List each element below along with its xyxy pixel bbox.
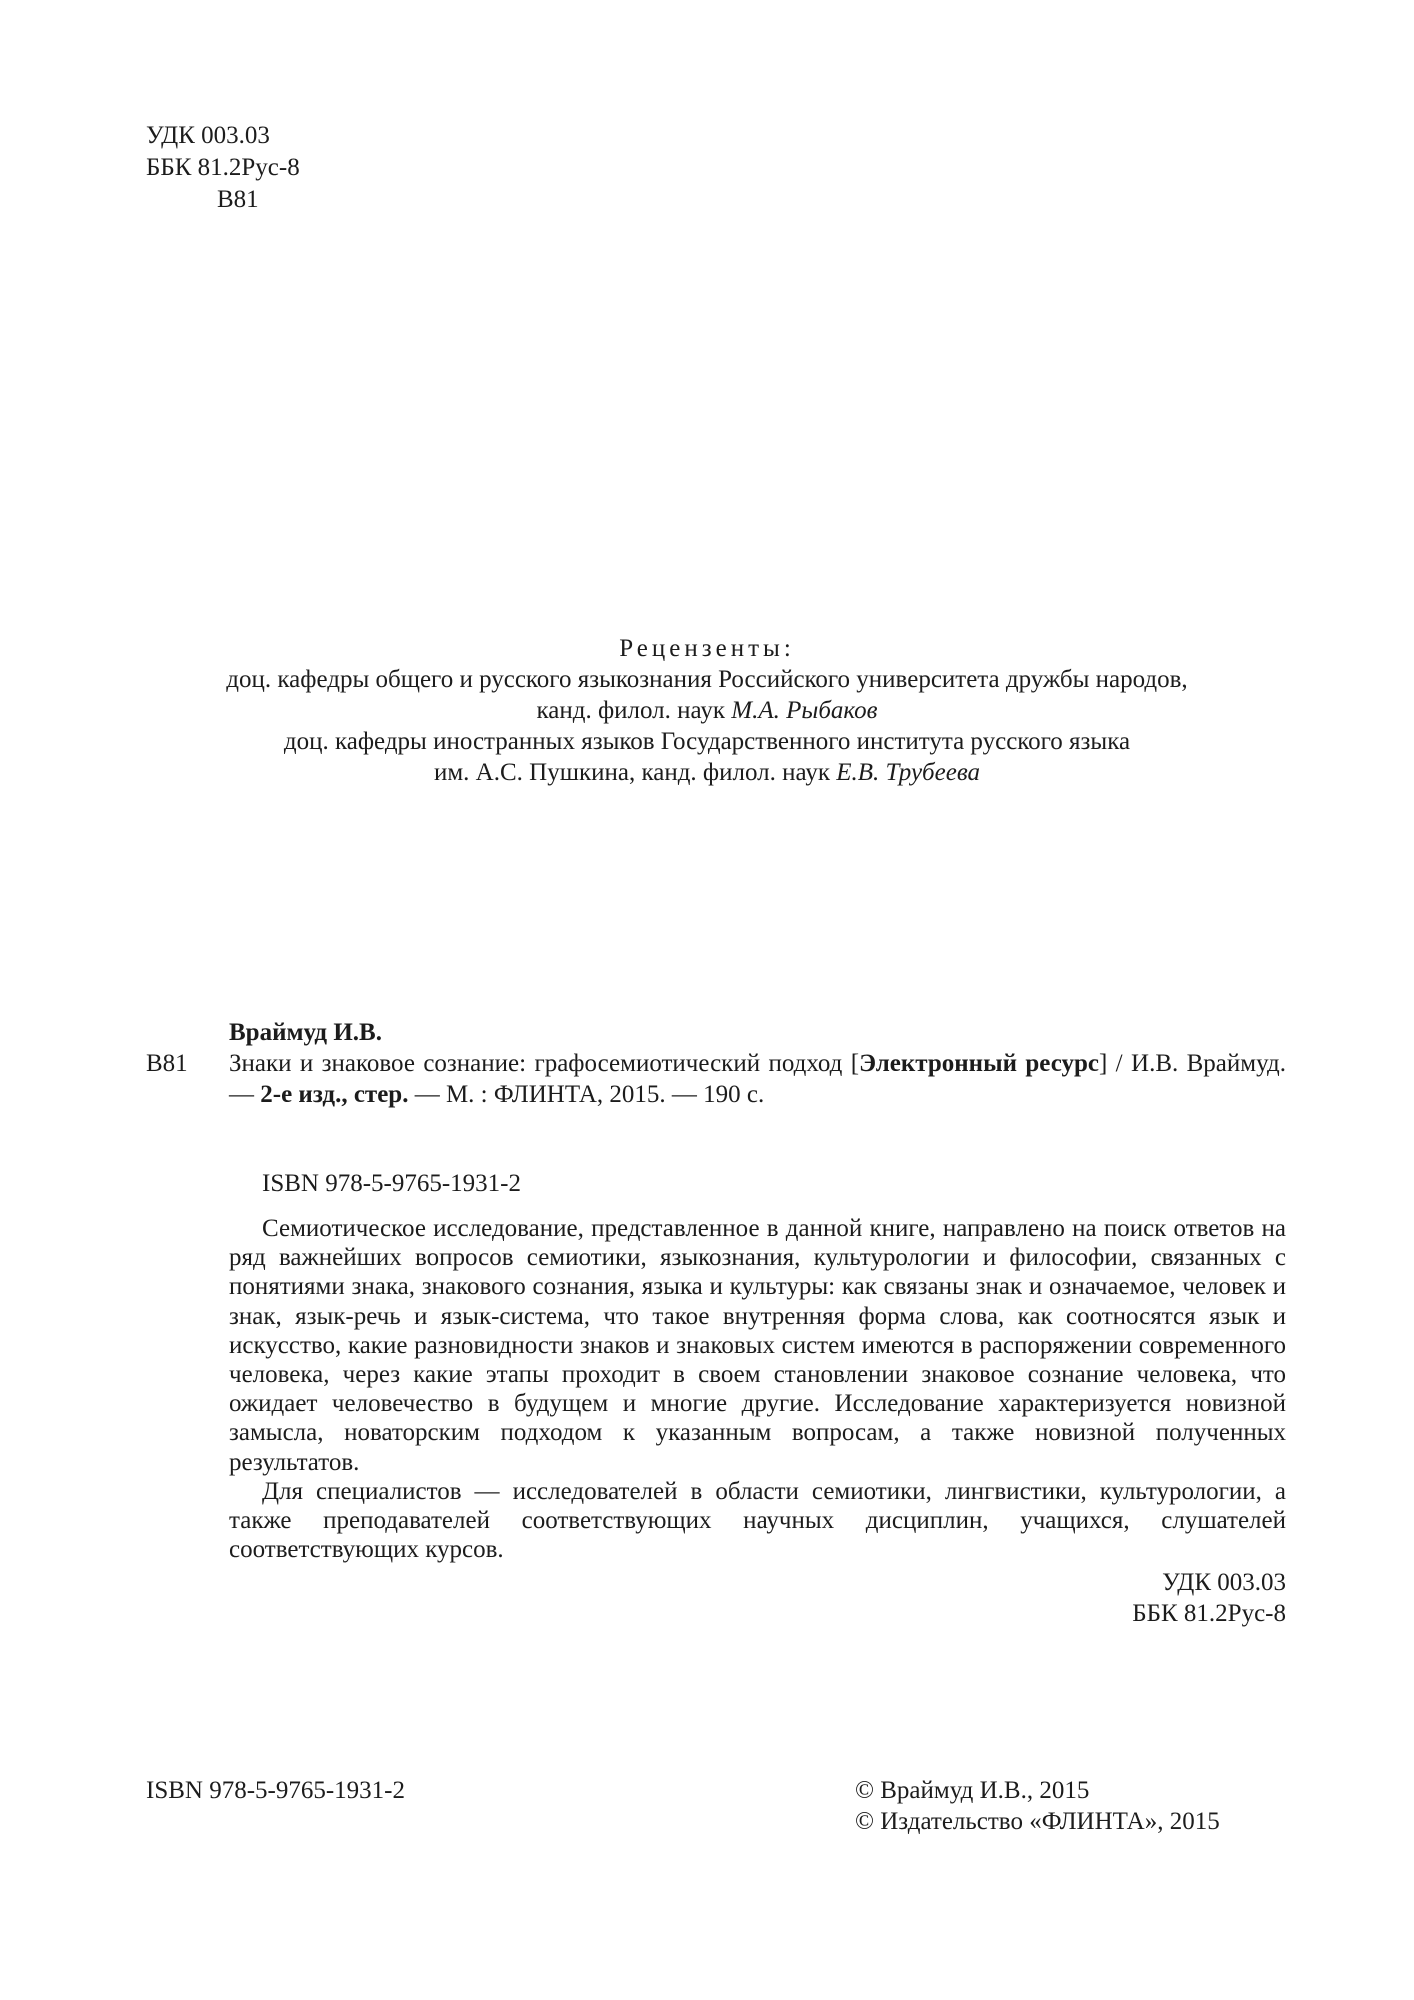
reviewer-2-degree: им. А.С. Пушкина, канд. филол. наук xyxy=(433,759,837,786)
bib-resource-label: Электронный ресурс xyxy=(859,1050,1099,1077)
reviewer-1-name: М.А. Рыбаков xyxy=(731,697,878,724)
reviewer-2-affiliation: доц. кафедры иностранных языков Государственного института русского языка xyxy=(283,728,1131,755)
bib-description xyxy=(229,1048,1286,1110)
bbk-code: ББК 81.2Рус-8 xyxy=(146,154,300,181)
bib-imprint: — М. : ФЛИНТА, 2015. — 190 с. xyxy=(408,1081,765,1108)
reviewers-block xyxy=(0,633,1414,788)
bib-edition: 2-е изд., стер. xyxy=(260,1081,409,1108)
udk-code-right: УДК 003.03 xyxy=(1162,1569,1286,1596)
copyright-block xyxy=(855,1775,1220,1837)
bib-author: Враймуд И.В. xyxy=(229,1019,382,1046)
bib-title-part2: ] / И.В. Враймуд. — xyxy=(229,1050,1286,1108)
reviewers-heading: Рецензенты: xyxy=(619,635,795,662)
reviewer-2-line xyxy=(0,757,1414,788)
annotation xyxy=(229,1214,1286,1564)
reviewer-1-affiliation: доц. кафедры общего и русского языкознания Российского университета дружбы народов, xyxy=(226,666,1188,693)
reviewer-1-line xyxy=(0,695,1414,726)
isbn: ISBN 978-5-9765-1931-2 xyxy=(262,1170,522,1197)
bib-title-part1: Знаки и знаковое сознание: графосемиотический подход [ xyxy=(229,1050,860,1077)
footer-isbn: ISBN 978-5-9765-1931-2 xyxy=(146,1777,406,1804)
reviewer-2-name: Е.В. Трубеева xyxy=(836,759,981,786)
annotation-paragraph-2: Для специалистов — исследователей в области семиотики, лингвистики, культурологии, а также преподавателей соответствующих научных дисциплин, учащихся, слушателей соответствующих курсов. xyxy=(229,1477,1286,1564)
copyright-publisher: © Издательство «ФЛИНТА», 2015 xyxy=(855,1808,1220,1835)
classification-block xyxy=(146,120,300,216)
author-mark: В81 xyxy=(217,186,259,213)
bbk-code-right: ББК 81.2Рус-8 xyxy=(1132,1600,1286,1627)
reviewer-1-degree: канд. филол. наук xyxy=(536,697,732,724)
annotation-paragraph-1: Семиотическое исследование, представленное в данной книге, направлено на поиск ответов на ряд важнейших вопросов семиотики, языкознания, культурологии и философии, связанных с понятиями знака, знакового сознания, языка и культуры: как связаны знак и означаемое, человек и знак, язык-речь и язык-система, что такое внутренняя форма слова, как соотносятся язык и искусство, какие разновидности знаков и знаковых систем имеются в распоряжении современного человека, через какие этапы проходит в своем становлении знаковое сознание человека, что ожидает человечество в будущем и многие другие. Исследование характеризуется новизной замысла, новаторским подходом к указанным вопросам, а также новизной полученных результатов. xyxy=(229,1215,1286,1476)
copyright-author: © Враймуд И.В., 2015 xyxy=(855,1777,1090,1804)
udk-code: УДК 003.03 xyxy=(146,122,270,149)
classification-index-right xyxy=(1132,1567,1286,1629)
bib-author-mark: В81 xyxy=(146,1050,188,1077)
